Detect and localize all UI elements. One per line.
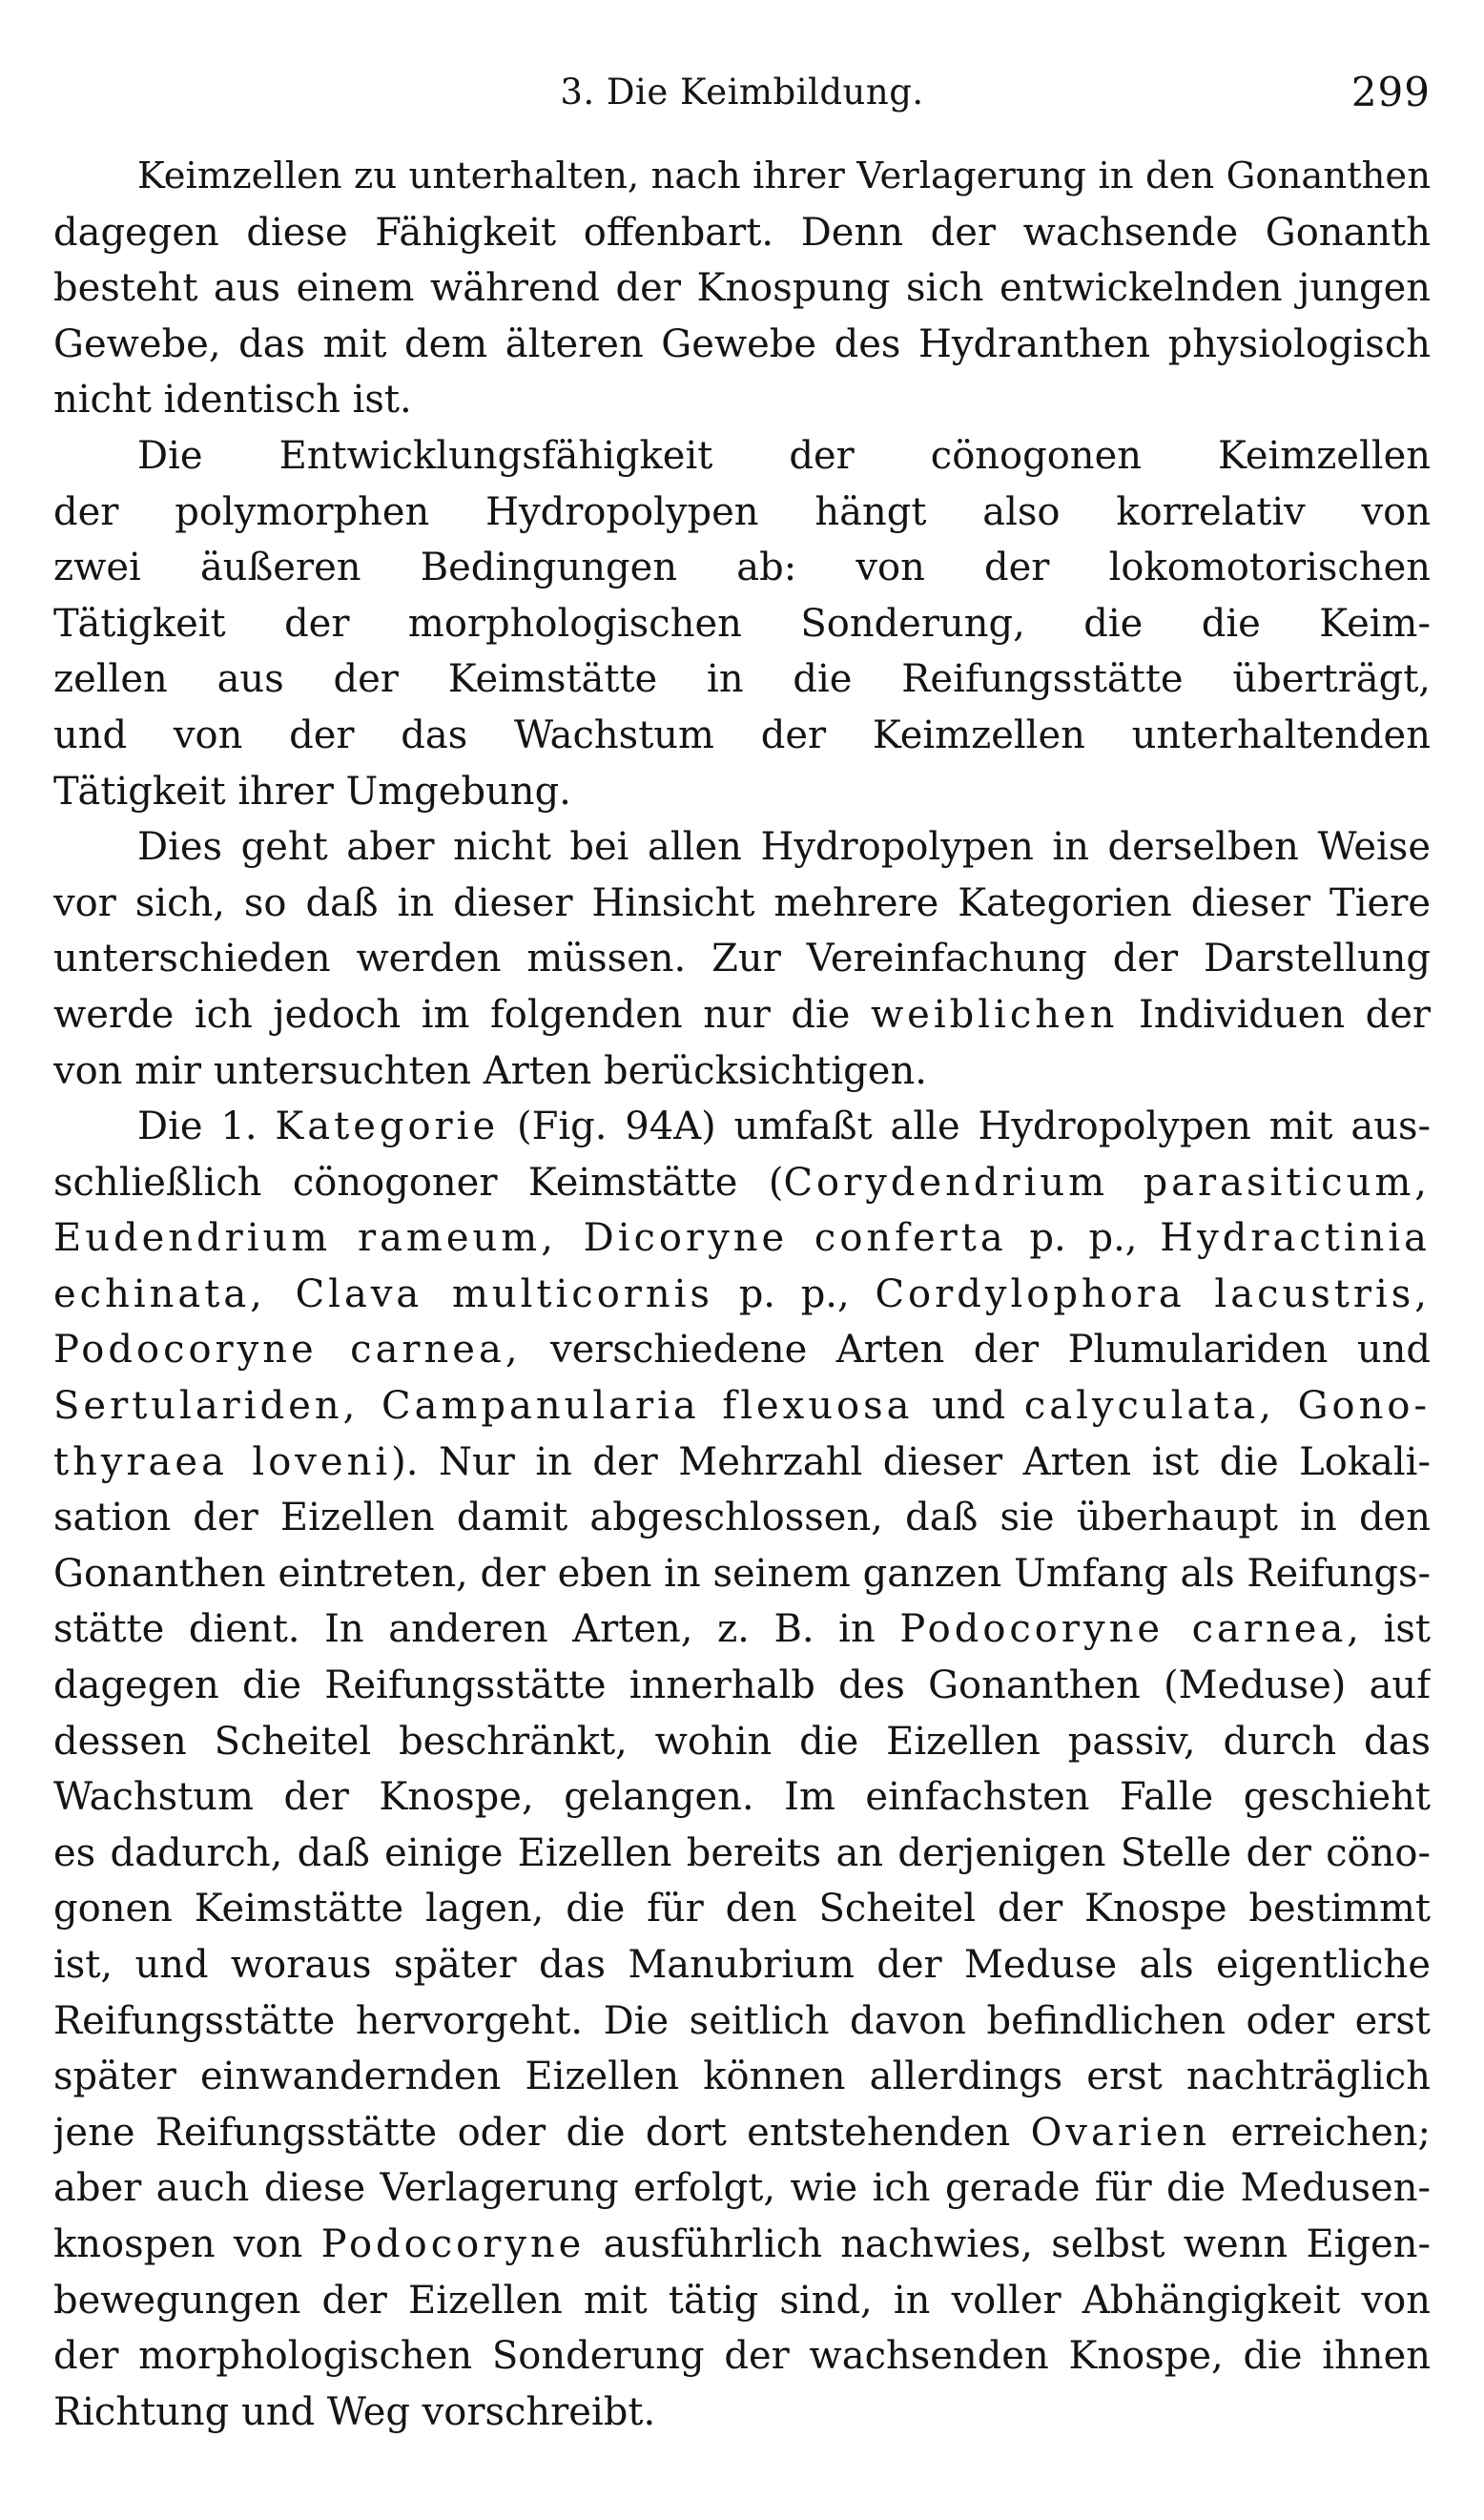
text-run: gonen Keimstätte lagen, die für den Scheitel der Knospe bestimmt bbox=[53, 1887, 1431, 1931]
text-line bbox=[53, 485, 1431, 541]
text-line bbox=[53, 1490, 1431, 1546]
paragraph bbox=[53, 819, 1431, 1099]
spaced-emphasis: Podocoryne carnea, bbox=[53, 1328, 522, 1373]
text-run: Keimzellen zu unterhalten, nach ihrer Verlagerung in den Gonanthen bbox=[137, 155, 1431, 197]
text-run: p. p., bbox=[1006, 1216, 1161, 1261]
paragraph bbox=[53, 428, 1431, 819]
paragraph bbox=[53, 149, 1431, 428]
text-line bbox=[53, 764, 1431, 820]
text-run: unterschieden werden müssen. Zur Vereinfachung der Darstellung bbox=[53, 937, 1431, 981]
text-line bbox=[53, 1937, 1431, 1993]
text-line bbox=[53, 1099, 1431, 1155]
text-line bbox=[53, 2105, 1431, 2161]
text-run: werde ich jedoch im folgenden nur die bbox=[53, 992, 871, 1037]
text-line bbox=[53, 540, 1431, 596]
text-line bbox=[53, 2160, 1431, 2217]
text-run: (Fig. 94A) umfaßt alle Hydropolypen mit aus- bbox=[499, 1105, 1431, 1149]
spaced-emphasis: Eudendrium rameum, Dicoryne conferta bbox=[53, 1216, 1007, 1261]
text-run: knospen von bbox=[53, 2221, 321, 2266]
text-run: Die Entwicklungsfähigkeit der cönogonen Keimzellen bbox=[137, 433, 1431, 478]
text-line bbox=[53, 987, 1431, 1043]
text-run: der morphologischen Sonderung der wachsenden Knospe, die ihnen bbox=[53, 2334, 1431, 2379]
page-number: 299 bbox=[1350, 69, 1431, 115]
text-line bbox=[53, 2217, 1431, 2273]
text-run: Tätigkeit der morphologischen Sonderung, die die Keim- bbox=[53, 601, 1431, 646]
text-run: dagegen die Reifungsstätte innerhalb des Gonanthen (Meduse) auf bbox=[53, 1663, 1431, 1708]
spaced-emphasis: Ovarien bbox=[1030, 2110, 1211, 2155]
text-line bbox=[53, 2328, 1431, 2385]
spaced-emphasis: Podocoryne carnea bbox=[899, 1607, 1348, 1652]
text-line bbox=[53, 1155, 1431, 1211]
text-run: und von der das Wachstum der Keimzellen unterhaltenden bbox=[53, 713, 1431, 757]
spaced-emphasis: thyraea loveni bbox=[53, 1439, 392, 1484]
text-line bbox=[53, 2049, 1431, 2105]
text-line bbox=[53, 1322, 1431, 1378]
text-line bbox=[53, 1546, 1431, 1602]
text-line bbox=[53, 876, 1431, 932]
text-line bbox=[53, 651, 1431, 708]
text-line bbox=[53, 317, 1431, 373]
text-run: stätte dient. In anderen Arten, z. B. in bbox=[53, 1607, 900, 1652]
text-line bbox=[53, 1043, 1431, 1100]
text-line bbox=[53, 1435, 1431, 1491]
text-run: Reifungsstätte hervorgeht. Die seitlich davon befindlichen oder erst bbox=[53, 1998, 1431, 2043]
text-run: verschiedene Arten der Plumulariden und bbox=[521, 1328, 1431, 1373]
text-run: jene Reifungsstätte oder die dort entstehenden bbox=[53, 2110, 1031, 2155]
spaced-emphasis: calyculata, Gono- bbox=[1023, 1384, 1431, 1429]
text-run: Tätigkeit ihrer Umgebung. bbox=[53, 769, 571, 814]
text-line bbox=[53, 1714, 1431, 1770]
text-line bbox=[53, 1993, 1431, 2050]
text-line bbox=[53, 1881, 1431, 1937]
text-run: der polymorphen Hydropolypen hängt also korrelativ von bbox=[53, 489, 1431, 534]
text-run: besteht aus einem während der Knospung sich entwickelnden jungen bbox=[53, 266, 1431, 311]
text-run: bewegungen der Eizellen mit tätig sind, in voller Abhängigkeit von bbox=[53, 2278, 1431, 2323]
spaced-emphasis: Hydractinia bbox=[1160, 1216, 1431, 1261]
text-line bbox=[53, 1769, 1431, 1826]
text-line bbox=[53, 1658, 1431, 1714]
text-run: zwei äußeren Bedingungen ab: von der lokomotorischen bbox=[53, 546, 1431, 590]
spaced-emphasis: echinata, Clava multicornis bbox=[53, 1271, 713, 1316]
spaced-emphasis: Cordylophora lacustris, bbox=[875, 1271, 1431, 1316]
text-run: nicht identisch ist. bbox=[53, 378, 412, 423]
text-run: aber auch diese Verlagerung erfolgt, wie ich gerade für die Medusen- bbox=[53, 2166, 1431, 2211]
spaced-emphasis: Podocoryne bbox=[320, 2221, 586, 2266]
text-run: vor sich, so daß in dieser Hinsicht mehrere Kategorien dieser Tiere bbox=[53, 880, 1431, 925]
text-line bbox=[53, 1601, 1431, 1658]
text-line bbox=[53, 1378, 1431, 1435]
text-run: , ist bbox=[1347, 1607, 1431, 1652]
running-head bbox=[53, 59, 1431, 126]
text-run: ist, und woraus später das Manubrium der Meduse als eigentliche bbox=[53, 1943, 1431, 1987]
text-run: Gewebe, das mit dem älteren Gewebe des Hydranthen physiologisch bbox=[53, 321, 1431, 366]
spaced-emphasis: Corydendrium parasiticum, bbox=[783, 1160, 1431, 1205]
text-run: erreichen; bbox=[1210, 2110, 1431, 2155]
text-run: zellen aus der Keimstätte in die Reifungsstätte überträgt, bbox=[53, 657, 1431, 702]
text-run: Wachstum der Knospe, gelangen. Im einfachsten Falle geschieht bbox=[53, 1775, 1431, 1820]
text-run: Die 1. bbox=[137, 1105, 276, 1149]
text-line bbox=[53, 1267, 1431, 1323]
text-run: sation der Eizellen damit abgeschlossen, daß sie überhaupt in den bbox=[53, 1496, 1431, 1540]
text-line bbox=[53, 2385, 1431, 2441]
text-run: ). Nur in der Mehrzahl dieser Arten ist die Lokali- bbox=[391, 1439, 1431, 1484]
text-line bbox=[53, 931, 1431, 987]
text-line bbox=[53, 428, 1431, 485]
text-line bbox=[53, 149, 1431, 205]
chapter-title: 3. Die Keimbildung. bbox=[560, 72, 924, 113]
text-run: Gonanthen eintreten, der eben in seinem ganzen Umfang als Reifungs- bbox=[53, 1551, 1431, 1596]
spaced-emphasis: weiblichen bbox=[870, 992, 1119, 1037]
text-line bbox=[53, 819, 1431, 876]
text-run: dagegen diese Fähigkeit offenbart. Denn der wachsende Gonanth bbox=[53, 210, 1431, 255]
text-line bbox=[53, 708, 1431, 764]
text-line bbox=[53, 372, 1431, 428]
body-text bbox=[53, 149, 1431, 2440]
text-line bbox=[53, 1210, 1431, 1267]
text-run: es dadurch, daß einige Eizellen bereits an derjenigen Stelle der cöno- bbox=[53, 1830, 1431, 1875]
text-run: und bbox=[913, 1384, 1024, 1429]
text-run: Richtung und Weg vorschreibt. bbox=[53, 2389, 656, 2434]
text-run: p. p., bbox=[713, 1271, 876, 1316]
text-run: schließlich cönogoner Keimstätte ( bbox=[53, 1160, 784, 1205]
text-run: Individuen der bbox=[1118, 992, 1431, 1037]
paragraph bbox=[53, 1099, 1431, 2440]
text-run: ausführlich nachwies, selbst wenn Eigen- bbox=[585, 2221, 1431, 2266]
text-run: von mir untersuchten Arten berücksichtigen. bbox=[53, 1048, 927, 1093]
spaced-emphasis: Kategorie bbox=[275, 1105, 500, 1149]
text-line bbox=[53, 596, 1431, 652]
text-line bbox=[53, 205, 1431, 261]
text-run: Dies geht aber nicht bei allen Hydropolypen in derselben Weise bbox=[137, 825, 1431, 870]
text-line bbox=[53, 2273, 1431, 2329]
text-line bbox=[53, 260, 1431, 317]
spaced-emphasis: Sertulariden, Campanularia flexuosa bbox=[53, 1384, 914, 1429]
text-run: später einwandernden Eizellen können allerdings erst nachträglich bbox=[53, 2055, 1431, 2099]
text-run: dessen Scheitel beschränkt, wohin die Eizellen passiv, durch das bbox=[53, 1719, 1431, 1764]
text-line bbox=[53, 1826, 1431, 1882]
